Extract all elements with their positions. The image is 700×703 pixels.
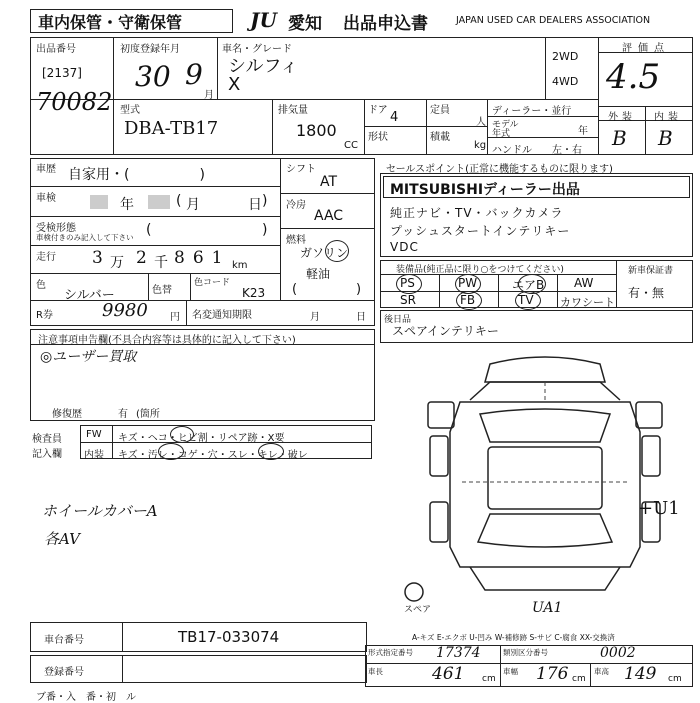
inspector-in-circle-1 [158,443,184,460]
repair-label: 修復歴 [52,409,82,420]
width-unit: cm [572,674,586,684]
registration-month-unit: 月 [204,90,214,101]
fuel-label: 燃料 [286,235,306,246]
load-unit: kg [474,140,487,151]
selling-point-3: プッシュスタートインテリキー [390,224,571,238]
car-right-front-door [636,402,662,428]
receipt-close-paren: ) [262,222,268,238]
rear-tag-value: スペアインテリキー [392,324,499,338]
length-label: 車長 [368,667,383,676]
history-label: 車歴 [36,164,56,175]
inspection-close-paren: ) [262,193,268,209]
load-label: 積載 [430,132,450,143]
ac-label: 冷房 [286,200,306,211]
equip-pw: PW [458,276,478,290]
fuel-gas-circle [325,240,349,262]
notes-line1: ◎ユーザー買取 [40,349,137,365]
recycle-label: R券 [36,310,53,321]
inspector-fw-items: キズ・ヘコ・ヒビ割・リペア跡・X要 [118,433,285,444]
car-rear-window [478,514,612,547]
hand-note-2: 各AV [44,530,80,548]
equip-aw: AW [574,276,594,290]
warranty-label: 新車保証書 [628,266,674,276]
lot-label: 出品番号 [36,44,76,55]
aichi-text: 愛知 [288,14,322,34]
dealer-handle-value: 左・右 [552,145,582,156]
width-label: 車幅 [503,667,518,676]
car-damage-diagram [400,352,690,602]
equip-ps: PS [400,276,415,290]
mileage-man-unit: 万 [110,255,124,271]
equip-ab: エアB [512,278,545,292]
association-name: JAPAN USED CAR DEALERS ASSOCIATION [456,15,651,26]
plate-label: 登録番号 [44,667,84,678]
selling-point-2: 純正ナビ・TV・バックカメラ [390,206,564,220]
repair-place: (箇所 [136,409,160,420]
drive-4wd: 4WD [552,75,579,88]
registration-month: 9 [185,58,203,91]
inspector-label-b: 記入欄 [32,449,62,460]
dealer-year-unit: 年 [578,126,588,137]
selling-point-4: VDC [390,240,419,254]
rating-score: 4.5 [606,57,661,97]
receipt-sub: 車検付きのみ記入して下さい [36,233,134,242]
car-left-rear-wheel [430,502,448,542]
displacement-label: 排気量 [278,105,308,116]
type-number-label: 形式指定番号 [368,648,413,657]
ext-label: 外装 [608,112,636,123]
selling-points-label: セールスポイント(正常に機能するものに限ります) [386,164,613,175]
capacity-unit: 人 [476,117,486,128]
footer-strip: ブ番・入 番・初 ル [36,692,136,703]
mileage-unit: km [232,260,248,271]
rear-tag-label: 後日品 [384,315,412,325]
receipt-open-paren: ( [146,222,152,238]
lot-sub: [2137] [42,66,82,80]
inspection-open-paren: ( [176,193,182,209]
ac-value: AAC [314,208,344,224]
fuel-gas: ガソリン [300,246,349,260]
title-change-label: 名変通知期限 [192,310,252,321]
inspector-fw-circle [170,426,194,443]
title-change-day: 日 [356,312,366,323]
shift-value: AT [320,174,338,190]
warranty-value: 有・無 [628,286,665,300]
equip-sr: SR [400,293,416,307]
car-roof [488,447,602,509]
dealer-row1: ディーラー・並行 [492,106,572,117]
ju-logo: JU [250,8,277,32]
displacement-value: 1800 [296,121,337,140]
receipt-label: 受検形態 [36,223,76,234]
inspector-in-items: キズ・汚レ・コゲ・穴・スレ・キレ・破レ [118,450,308,461]
inspector-label-a: 検査員 [32,434,62,445]
drive-2wd: 2WD [552,50,579,63]
inspector-fw: FW [86,429,102,440]
redacted-mark-2 [148,195,170,209]
shift-label: シフト [286,164,316,175]
lot-number: 70082 [36,88,113,116]
spare-tire [405,583,423,601]
inspection-day: 日 [248,197,262,213]
model-grade-label: 車名・グレード [222,44,292,55]
inspector-in: 内装 [84,450,104,461]
hand-note-1: ホイールカバーA [42,502,158,520]
model-name: シルフィ [228,56,299,77]
car-windshield [480,409,610,442]
selling-point-1: MITSUBISHIディーラー出品 [390,182,580,198]
equipment-label: 装備品(純正品に限り○をつけてください) [396,265,564,275]
rating-label: 評価点 [622,43,670,54]
inspection-label: 車検 [36,193,56,204]
inspector-in-circle-2 [258,443,284,460]
mileage-man: 3 [92,248,103,268]
type-number-value: 17374 [436,645,481,661]
class-number-value: 0002 [600,645,636,661]
damage-legend: A-キズ E-エクボ U-凹み W-補修跡 S-サビ C-腐食 XX-交換済 [412,633,615,642]
length-value: 461 [432,664,465,684]
color-code-label: 色コード [194,278,231,288]
car-left-front-wheel [430,436,448,476]
equip-tv-circle [515,291,541,310]
bottom-mark: UA1 [532,600,563,616]
history-value: 自家用・( ) [68,167,205,183]
equip-ps-circle [396,274,422,294]
registration-year: 30 [135,60,171,93]
redacted-mark-1 [90,195,108,209]
dealer-year: 年式 [492,129,511,139]
height-value: 149 [624,664,657,684]
side-mark: +U1 [638,498,680,519]
int-grade: B [658,126,673,150]
car-hood-outline [485,357,605,382]
color-change-label: 色替 [152,285,172,296]
color-code: K23 [242,286,266,300]
recycle-value: 9980 [102,300,148,321]
chassis-label: 車台番号 [44,635,84,646]
inspection-month: 月 [186,197,200,213]
doors-label: ドア [368,105,388,116]
registration-label: 初度登録年月 [120,44,180,55]
int-label: 内装 [654,112,682,123]
chassis-value: TB17-033074 [178,628,280,646]
spare-label: スペア [404,605,432,615]
inspection-year: 年 [120,197,134,213]
fuel-open-paren: ( [292,282,298,297]
car-right-front-wheel [642,436,660,476]
notes-label: 注意事項申告欄(不具合内容等は具体的に記入して下さい) [38,335,296,346]
mileage-label: 走行 [36,252,56,263]
top-left-title: 車内保管・守衛保管 [38,13,183,32]
car-left-front-door [428,402,454,428]
doors-value: 4 [390,110,399,125]
displacement-unit: CC [344,140,358,151]
length-unit: cm [482,674,496,684]
equip-fb-circle [456,291,482,310]
type-value: DBA-TB17 [124,118,219,139]
height-label: 車高 [594,667,609,676]
height-unit: cm [668,674,682,684]
mileage-rest: 861 [174,248,231,268]
equip-tv: TV [518,293,534,307]
capacity-label: 定員 [430,105,450,116]
shape-label: 形状 [368,132,388,143]
repair-value: 有 [118,409,128,420]
mileage-sen: 2 [136,248,147,268]
dealer-model: モデル [492,120,519,130]
recycle-unit: 円 [170,312,180,323]
equip-fb: FB [460,293,476,307]
dealer-handle: ハンドル [492,145,532,156]
color-label: 色 [36,280,46,291]
fuel-close-paren: ) [356,282,362,297]
mileage-sen-unit: 千 [154,255,168,271]
class-number-label: 類別区分番号 [503,648,548,657]
width-value: 176 [536,664,569,684]
form-title: 出品申込書 [343,14,428,34]
equip-cassette: カワシート [560,296,615,309]
fuel-light: 軽油 [306,267,331,281]
ext-grade: B [612,126,627,150]
color-value: シルバー [64,288,115,303]
car-rear-bumper [470,567,620,590]
model-grade: X [228,74,241,95]
title-change-month: 月 [310,312,320,323]
type-label: 型式 [120,105,140,116]
